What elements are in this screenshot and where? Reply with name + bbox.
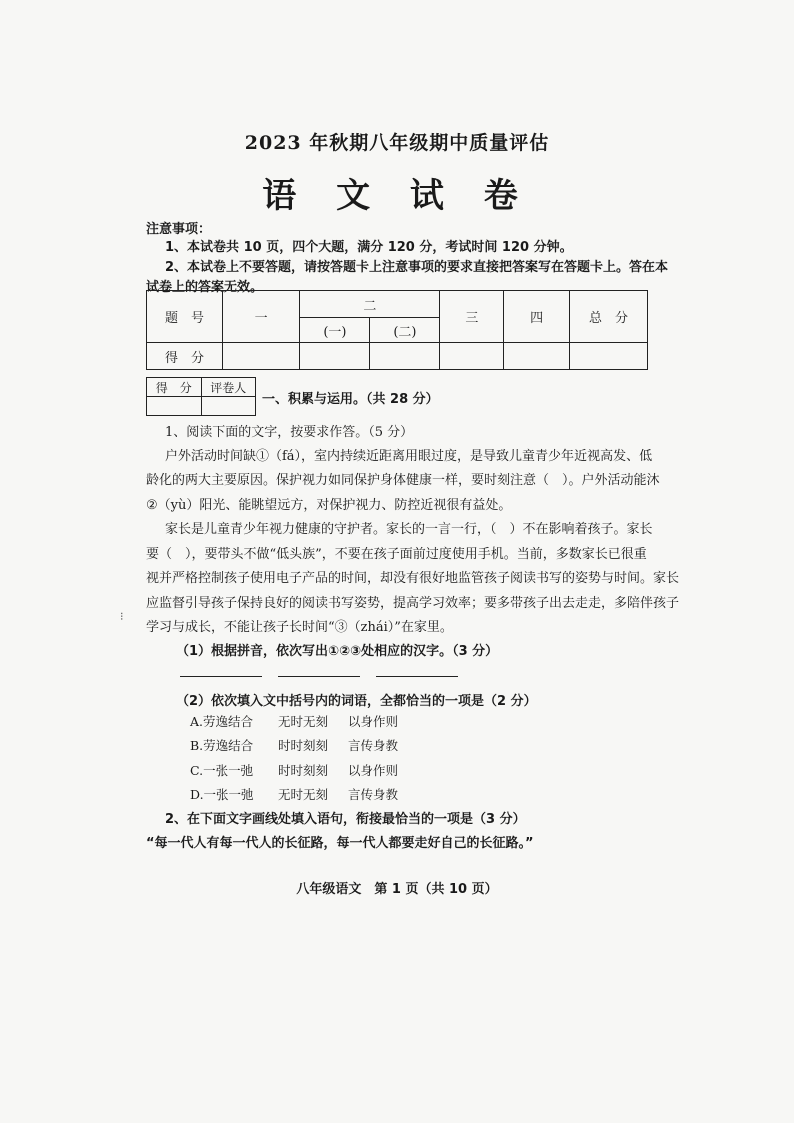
sub-question-2: （2）依次填入文中括号内的词语，全都恰当的一项是（2 分） <box>176 694 537 709</box>
section-1-title: 一、积累与运用。（共 28 分） <box>262 392 439 407</box>
option-word: 时时刻刻 <box>278 763 329 778</box>
option-word: 无时无刻 <box>278 787 329 802</box>
passage-line: 应监督引导孩子保持良好的阅读书写姿势，提高学习效率；要多带孩子出去走走，多陪伴孩子 <box>146 596 680 611</box>
option-c[interactable] <box>190 761 398 779</box>
col-2-sub-1: (一) <box>300 318 370 343</box>
col-total: 总 分 <box>570 291 648 343</box>
page-footer: 八年级语文 第 1 页（共 10 页） <box>296 882 498 897</box>
grader-label: 评卷人 <box>201 378 256 397</box>
grader-box <box>146 377 256 416</box>
col-2-sub-2: (二) <box>370 318 440 343</box>
grader-name-cell[interactable] <box>201 397 256 416</box>
score-cell-3[interactable] <box>440 343 504 370</box>
passage-line: 要（ ），要带头不做“低头族”，不要在孩子面前过度使用手机。当前，多数家长已很重 <box>146 547 647 562</box>
option-word: 言传身教 <box>348 787 399 802</box>
option-a[interactable] <box>190 712 398 730</box>
grader-score-cell[interactable] <box>147 397 202 416</box>
notice-item-1: 1、本试卷共 10 页，四个大题，满分 120 分，考试时间 120 分钟。 <box>165 240 573 255</box>
answer-blank-2[interactable] <box>278 676 360 677</box>
option-word: 无时无刻 <box>278 714 329 729</box>
passage-line: 龄化的两大主要原因。保护视力如同保护身体健康一样，要时刻注意（ ）。户外活动能沐 <box>146 473 660 488</box>
notice-item-2-cont: 试卷上的答案无效。 <box>146 280 264 295</box>
option-b[interactable] <box>190 736 398 754</box>
passage-line: ②（yù）阳光、能眺望远方，对保护视力、防控近视很有益处。 <box>146 498 512 513</box>
col-4: 四 <box>504 291 570 343</box>
notice-heading: 注意事项： <box>146 222 212 237</box>
option-word: 以身作则 <box>348 714 399 729</box>
margin-mark: ⁝ <box>120 610 124 623</box>
answer-blank-3[interactable] <box>376 676 458 677</box>
score-cell-1[interactable] <box>222 343 300 370</box>
option-word: 时时刻刻 <box>278 738 329 753</box>
option-word: C.一张一弛 <box>190 763 254 778</box>
option-word: D.一张一弛 <box>190 787 254 802</box>
score-cell-total[interactable] <box>570 343 648 370</box>
option-word: A.劳逸结合 <box>190 714 254 729</box>
subject-title: 语 文 试 卷 <box>262 176 532 216</box>
score-cell-4[interactable] <box>504 343 570 370</box>
sub-question-1: （1）根据拼音，依次写出①②③处相应的汉字。（3 分） <box>176 644 499 659</box>
passage-line: 家长是儿童青少年视力健康的守护者。家长的一言一行，（ ）不在影响着孩子。家长 <box>165 522 653 537</box>
score-cell-2b[interactable] <box>370 343 440 370</box>
option-word: 言传身教 <box>348 738 399 753</box>
grader-score-label: 得 分 <box>147 378 202 397</box>
notice-item-2: 2、本试卷上不要答题，请按答题卡上注意事项的要求直接把答案写在答题卡上。答在本 <box>165 260 669 275</box>
answer-blank-1[interactable] <box>180 676 262 677</box>
passage-line: 户外活动时间缺①（fá），室内持续近距离用眼过度，是导致儿童青少年近视高发、低 <box>165 449 653 464</box>
exam-title: 2023 年秋期八年级期中质量评估 <box>244 132 550 154</box>
score-table <box>146 290 648 370</box>
score-cell-2a[interactable] <box>300 343 370 370</box>
passage-line: 视并严格控制孩子使用电子产品的时间，却没有很好地监管孩子阅读书写的姿势与时间。家长 <box>146 571 680 586</box>
score-label: 得 分 <box>147 343 223 370</box>
option-word: 以身作则 <box>348 763 399 778</box>
question-2: 2、在下面文字画线处填入语句，衔接最恰当的一项是（3 分） <box>165 812 526 827</box>
option-d[interactable] <box>190 785 398 803</box>
passage-line: 学习与成长，不能让孩子长时间“③（zhái）”在家里。 <box>146 620 453 635</box>
col-1: 一 <box>222 291 300 343</box>
col-3: 三 <box>440 291 504 343</box>
topic-label: 题 号 <box>147 291 223 343</box>
option-word: B.劳逸结合 <box>190 738 254 753</box>
col-2: 二 <box>300 291 440 318</box>
quote-text: “每一代人有每一代人的长征路，每一代人都要走好自己的长征路。” <box>146 836 534 851</box>
question-1: 1、阅读下面的文字，按要求作答。（5 分） <box>165 425 414 440</box>
